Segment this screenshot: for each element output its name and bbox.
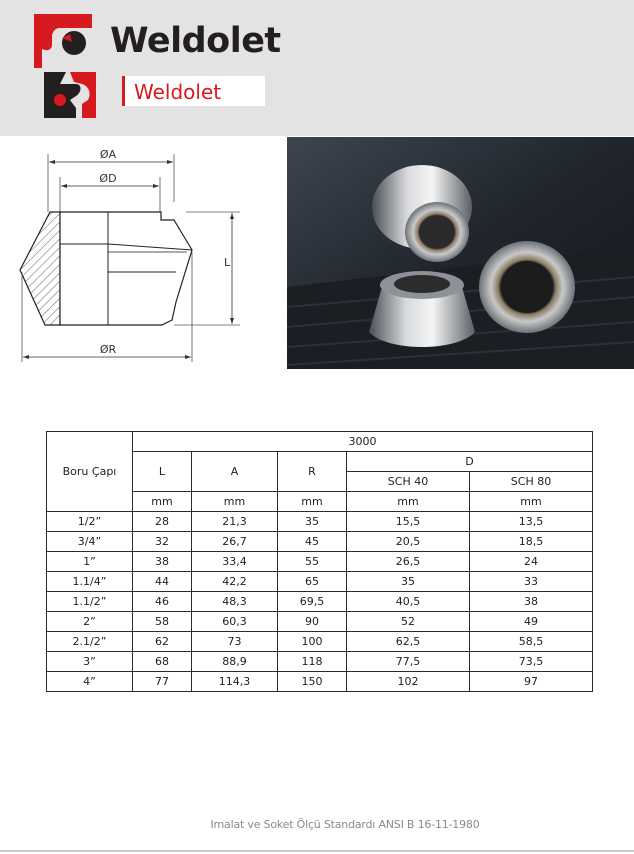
table-cell: 58,5 <box>470 632 593 652</box>
table-cell: 24 <box>470 552 593 572</box>
dim-label-l: L <box>224 256 231 269</box>
table-cell: 68 <box>133 652 192 672</box>
table-cell: 1/2” <box>47 512 133 532</box>
table-cell: 77 <box>133 672 192 692</box>
unit-cell: mm <box>278 492 347 512</box>
table-cell: 97 <box>470 672 593 692</box>
table-cell: 15,5 <box>347 512 470 532</box>
dimensions-table <box>46 431 593 692</box>
table-cell: 2.1/2” <box>47 632 133 652</box>
table-cell: 49 <box>470 612 593 632</box>
table-cell: 32 <box>133 532 192 552</box>
table-cell: 3” <box>47 652 133 672</box>
col-r-header: R <box>278 452 347 492</box>
col-sch40-header: SCH 40 <box>347 472 470 492</box>
pipe-size-header: Boru Çapı <box>47 432 133 512</box>
table-cell: 38 <box>470 592 593 612</box>
table-cell: 20,5 <box>347 532 470 552</box>
table-cell: 33,4 <box>192 552 278 572</box>
table-cell: 88,9 <box>192 652 278 672</box>
table-cell: 13,5 <box>470 512 593 532</box>
table-cell: 21,3 <box>192 512 278 532</box>
table-row <box>47 632 593 652</box>
page-title: Weldolet <box>110 21 281 61</box>
table-cell: 90 <box>278 612 347 632</box>
table-row <box>47 612 593 632</box>
table-cell: 65 <box>278 572 347 592</box>
table-cell: 26,7 <box>192 532 278 552</box>
table-cell: 77,5 <box>347 652 470 672</box>
table-cell: 150 <box>278 672 347 692</box>
standard-note: Imalat ve Soket Ölçü Standardı ANSI B 16-11-1980 <box>210 818 480 831</box>
table-cell: 40,5 <box>347 592 470 612</box>
table-cell: 58 <box>133 612 192 632</box>
product-photo <box>287 137 634 369</box>
table-cell: 3/4” <box>47 532 133 552</box>
dim-label-a: ØA <box>99 148 117 161</box>
table-cell: 55 <box>278 552 347 572</box>
subtitle-accent-bar <box>122 76 125 106</box>
table-row <box>47 572 593 592</box>
table-cell: 100 <box>278 632 347 652</box>
table-cell: 73 <box>192 632 278 652</box>
table-cell: 118 <box>278 652 347 672</box>
table-cell: 62,5 <box>347 632 470 652</box>
unit-cell: mm <box>133 492 192 512</box>
table-cell: 52 <box>347 612 470 632</box>
dim-label-r: ØR <box>99 343 117 356</box>
table-header-row <box>47 432 593 452</box>
table-row <box>47 552 593 572</box>
col-sch80-header: SCH 80 <box>470 472 593 492</box>
unit-cell: mm <box>347 492 470 512</box>
table-cell: 1.1/4” <box>47 572 133 592</box>
table-row <box>47 532 593 552</box>
unit-cell: mm <box>470 492 593 512</box>
class-header: 3000 <box>133 432 593 452</box>
table-cell: 73,5 <box>470 652 593 672</box>
table-cell: 45 <box>278 532 347 552</box>
technical-drawing <box>12 142 252 367</box>
table-row <box>47 652 593 672</box>
col-l-header: L <box>133 452 192 492</box>
table-cell: 69,5 <box>278 592 347 612</box>
dim-label-d: ØD <box>99 172 117 185</box>
col-a-header: A <box>192 452 278 492</box>
table-cell: 18,5 <box>470 532 593 552</box>
table-cell: 2” <box>47 612 133 632</box>
table-cell: 48,3 <box>192 592 278 612</box>
table-cell: 60,3 <box>192 612 278 632</box>
unit-cell: mm <box>192 492 278 512</box>
table-row <box>47 592 593 612</box>
page-subtitle: Weldolet <box>134 80 222 104</box>
table-cell: 38 <box>133 552 192 572</box>
table-cell: 4” <box>47 672 133 692</box>
col-d-header: D <box>347 452 593 472</box>
table-cell: 35 <box>347 572 470 592</box>
table-cell: 102 <box>347 672 470 692</box>
table-row <box>47 672 593 692</box>
table-cell: 26,5 <box>347 552 470 572</box>
table-cell: 1.1/2” <box>47 592 133 612</box>
table-cell: 28 <box>133 512 192 532</box>
table-cell: 1” <box>47 552 133 572</box>
table-cell: 35 <box>278 512 347 532</box>
table-cell: 42,2 <box>192 572 278 592</box>
bottom-divider <box>0 850 634 852</box>
company-logo <box>30 12 96 120</box>
table-cell: 62 <box>133 632 192 652</box>
table-cell: 46 <box>133 592 192 612</box>
table-cell: 33 <box>470 572 593 592</box>
table-cell: 44 <box>133 572 192 592</box>
table-row <box>47 512 593 532</box>
table-cell: 114,3 <box>192 672 278 692</box>
